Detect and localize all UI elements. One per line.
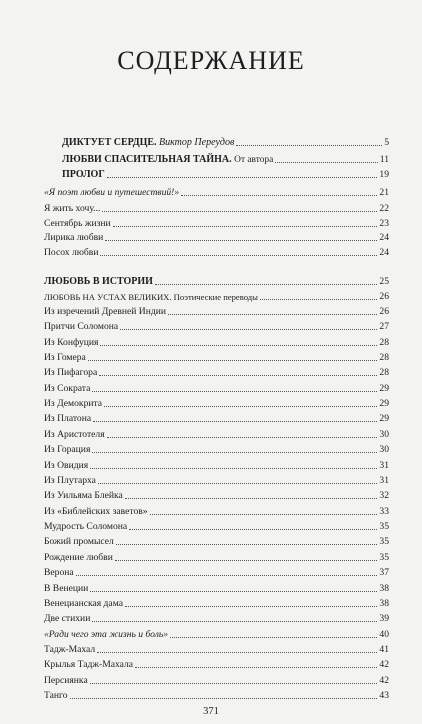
toc-entry-page: 21 <box>379 187 389 199</box>
toc-entry[interactable] <box>44 215 389 229</box>
toc-entry-title: Венецианская дама <box>44 598 123 610</box>
leader-dots <box>107 177 378 178</box>
toc-entry[interactable] <box>44 580 389 594</box>
toc-entry-page: 26 <box>379 291 389 303</box>
toc-entry-page: 25 <box>379 276 389 288</box>
toc-entry-title: Из Демокрита <box>44 398 103 410</box>
toc-entry[interactable] <box>44 395 389 409</box>
toc-entry[interactable] <box>44 380 389 394</box>
toc-entry[interactable] <box>44 288 389 302</box>
leader-dots <box>105 240 377 241</box>
leader-dots <box>76 575 378 576</box>
toc-entry-title: Сентябрь жизни <box>44 218 111 230</box>
toc-entry-title: ЛЮБОВЬ НА УСТАХ ВЕЛИКИХ. Поэтические переводы <box>44 292 258 303</box>
toc-entry[interactable] <box>44 641 389 655</box>
toc-entry[interactable] <box>44 533 389 547</box>
toc-entry-title: Танго <box>44 690 68 702</box>
toc-entry-title: «Ради чего эта жизнь и боль» <box>44 629 169 641</box>
toc-entry-page: 29 <box>379 398 389 410</box>
leader-dots <box>93 421 377 422</box>
toc-entry[interactable] <box>44 334 389 348</box>
toc-entry-page: 31 <box>379 460 389 472</box>
leader-dots <box>100 345 377 346</box>
toc-entry-page: 26 <box>379 306 389 318</box>
toc-entry-page: 30 <box>379 429 389 441</box>
toc-entry[interactable] <box>44 410 389 424</box>
toc-entry-page: 5 <box>384 137 389 149</box>
toc-entry-page: 28 <box>379 337 389 349</box>
leader-dots <box>102 211 377 212</box>
toc-entry[interactable] <box>44 318 389 332</box>
leader-dots <box>113 226 378 227</box>
toc-entry-page: 19 <box>379 169 389 181</box>
leader-dots <box>88 360 378 361</box>
toc-entry-title: Лирика любви <box>44 232 104 244</box>
toc-entry-title: Рождение любви <box>44 552 113 564</box>
leader-dots <box>107 437 378 438</box>
toc-entry-page: 35 <box>379 521 389 533</box>
toc-entry-page: 38 <box>379 583 389 595</box>
page-number: 371 <box>203 706 219 717</box>
toc-entry[interactable] <box>44 672 389 686</box>
leader-dots <box>170 637 377 638</box>
toc-entry-title: Я жить хочу... <box>44 203 101 215</box>
toc-entry-page: 38 <box>379 598 389 610</box>
toc-entry-page: 33 <box>379 506 389 518</box>
leader-dots <box>129 529 377 530</box>
toc-entry-page: 28 <box>379 352 389 364</box>
toc-entry[interactable] <box>44 687 389 701</box>
toc-entry-title: Из Плутарха <box>44 475 96 487</box>
leader-dots <box>135 667 377 668</box>
toc-entry-page: 42 <box>379 659 389 671</box>
toc-entry[interactable] <box>44 610 389 624</box>
leader-dots <box>92 621 377 622</box>
toc-entry-page: 40 <box>379 629 389 641</box>
toc-entry-page: 41 <box>379 644 389 656</box>
toc-entry[interactable] <box>44 457 389 471</box>
toc-entry-title: «Я поэт любви и путешествий!» <box>44 187 180 199</box>
toc-entry-title: ЛЮБВИ СПАСИТЕЛЬНАЯ ТАЙНА. От автора <box>62 153 274 165</box>
leader-dots <box>260 299 377 300</box>
toc-entry[interactable] <box>44 487 389 501</box>
toc-entry[interactable] <box>44 549 389 563</box>
leader-dots <box>90 683 378 684</box>
leader-dots <box>150 514 378 515</box>
toc-entry-title: Крылья Тадж-Махала <box>44 659 134 671</box>
toc-entry-page: 35 <box>379 536 389 548</box>
toc-entry[interactable] <box>44 518 389 532</box>
toc-entry[interactable] <box>44 626 389 640</box>
toc-entry-page: 22 <box>379 203 389 215</box>
toc-entry[interactable] <box>44 564 389 578</box>
leader-dots <box>115 560 378 561</box>
toc-entry-page: 35 <box>379 552 389 564</box>
page-title: СОДЕРЖАНИЕ <box>117 46 305 75</box>
toc-entry-title: Притчи Соломона <box>44 321 119 333</box>
toc-entry-title: Персиянка <box>44 675 88 687</box>
toc-entry-page: 32 <box>379 490 389 502</box>
leader-dots <box>181 195 377 196</box>
toc-entry-page: 23 <box>379 218 389 230</box>
toc-entry[interactable] <box>44 303 389 317</box>
toc-entry[interactable] <box>62 166 389 180</box>
leader-dots <box>125 498 378 499</box>
toc-entry-title: Две стихии <box>44 613 91 625</box>
toc-entry-title: Из Уильяма Блейка <box>44 490 123 502</box>
toc-entry-page: 24 <box>379 247 389 259</box>
leader-dots <box>70 698 378 699</box>
toc-entry-page: 30 <box>379 444 389 456</box>
toc-entry-page: 27 <box>379 321 389 333</box>
toc-entry-title: Из Сократа <box>44 383 91 395</box>
toc-entry-title: Из Платона <box>44 413 92 425</box>
leader-dots <box>104 406 377 407</box>
toc-entry[interactable] <box>44 364 389 378</box>
toc-entry-title: Божий промысел <box>44 536 114 548</box>
toc-entry-title: Посох любви <box>44 247 99 259</box>
toc-entry-page: 29 <box>379 413 389 425</box>
leader-dots <box>168 314 377 315</box>
leader-dots <box>100 255 377 256</box>
toc-entry[interactable] <box>44 244 389 258</box>
toc-entry-title: ЛЮБОВЬ В ИСТОРИИ <box>44 276 153 287</box>
leader-dots <box>125 606 377 607</box>
toc-entry-page: 24 <box>379 232 389 244</box>
toc-entry-page: 39 <box>379 613 389 625</box>
toc-entry-title: В Венеции <box>44 583 89 595</box>
toc-entry-title: Из Конфуция <box>44 337 99 349</box>
leader-dots <box>92 391 377 392</box>
toc-entry-page: 31 <box>379 475 389 487</box>
toc-entry-title: Из Гомера <box>44 352 86 364</box>
toc-entry-title: Из Пифагора <box>44 367 98 379</box>
toc-entry-page: 28 <box>379 367 389 379</box>
toc-entry[interactable] <box>44 273 389 287</box>
toc-entry-title: Из «Библейских заветов» <box>44 506 148 518</box>
leader-dots <box>90 468 377 469</box>
toc-entry[interactable] <box>44 426 389 440</box>
toc-entry-title: ДИКТУЕТ СЕРДЦЕ. Виктор Переудов <box>62 137 235 148</box>
toc-entry[interactable] <box>44 472 389 486</box>
toc-entry-page: 37 <box>379 567 389 579</box>
toc-entry[interactable] <box>44 595 389 609</box>
toc-entry-title: ПРОЛОГ <box>62 169 105 180</box>
toc-entry-page: 29 <box>379 383 389 395</box>
toc-entry[interactable] <box>62 151 389 165</box>
toc-entry[interactable] <box>44 656 389 670</box>
leader-dots <box>98 483 377 484</box>
toc-entry-page: 43 <box>379 690 389 702</box>
toc-entry[interactable] <box>44 229 389 243</box>
toc-entry-page: 11 <box>379 154 389 166</box>
toc-entry-title: Из Аристотеля <box>44 429 105 441</box>
leader-dots <box>275 162 378 163</box>
leader-dots <box>236 145 382 146</box>
leader-dots <box>99 375 377 376</box>
toc-entry[interactable] <box>62 134 389 148</box>
toc-entry[interactable] <box>44 441 389 455</box>
leader-dots <box>155 284 377 285</box>
leader-dots <box>92 452 377 453</box>
toc-entry[interactable] <box>44 184 389 198</box>
leader-dots <box>116 544 378 545</box>
toc-entry-title: Тадж-Махал <box>44 644 96 656</box>
leader-dots <box>120 329 377 330</box>
leader-dots <box>97 652 377 653</box>
toc-entry[interactable] <box>44 200 389 214</box>
toc-entry-page: 42 <box>379 675 389 687</box>
toc-entry-title: Из изречений Древней Индии <box>44 306 167 318</box>
toc-entry-title: Из Овидия <box>44 460 89 472</box>
toc-entry-title: Верона <box>44 567 74 579</box>
toc-entry-title: Мудрость Соломона <box>44 521 128 533</box>
toc-entry[interactable] <box>44 503 389 517</box>
toc-entry[interactable] <box>44 349 389 363</box>
leader-dots <box>90 591 377 592</box>
toc-entry-title: Из Горация <box>44 444 91 456</box>
